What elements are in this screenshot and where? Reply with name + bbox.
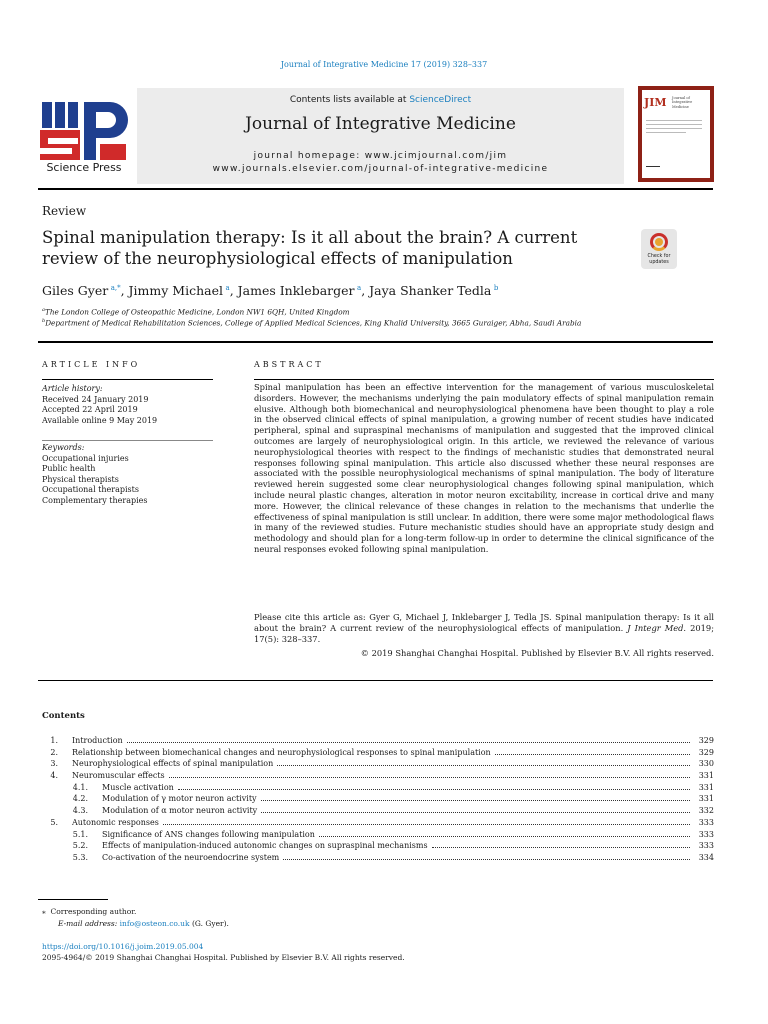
- email-link[interactable]: info@osteon.co.uk: [119, 919, 190, 928]
- author-affil-link[interactable]: a,*: [110, 283, 121, 292]
- toc-title: Neurophysiological effects of spinal manipulation: [72, 759, 274, 769]
- toc-title: Muscle activation: [102, 782, 174, 792]
- email-label: E-mail address:: [58, 919, 118, 928]
- toc-page-number: 329: [698, 747, 714, 757]
- toc-title: Relationship between biomechanical changes and neurophysiological responses to spinal manipulation: [72, 747, 491, 757]
- toc-title: Co-activation of the neuroendocrine system: [102, 852, 280, 862]
- toc-page-number: 333: [698, 841, 714, 851]
- toc-leader: [495, 747, 690, 755]
- author-name: James Inklebarger: [237, 283, 355, 298]
- journal-reference[interactable]: Journal of Integrative Medicine 17 (2019) 328–337: [280, 60, 488, 69]
- toc-entry[interactable]: [42, 817, 714, 829]
- toc-title: Neuromuscular effects: [72, 771, 165, 781]
- toc-page-number: 333: [698, 817, 714, 827]
- contents-prefix: Contents lists available at: [289, 95, 410, 105]
- author-name: Jaya Shanker Tedla: [369, 283, 492, 298]
- toc-leader: [319, 829, 690, 837]
- toc-title: Significance of ANS changes following manipulation: [102, 829, 315, 839]
- history-online: Available online 9 May 2019: [42, 415, 158, 425]
- toc-title: Modulation of α motor neuron activity: [102, 806, 258, 816]
- article-history: [42, 384, 157, 426]
- toc-leader: [127, 735, 690, 743]
- toc-number: 5.1.: [72, 829, 88, 839]
- journal-homepage: [137, 150, 624, 176]
- keywords-rule: [42, 440, 213, 441]
- corresponding-author-note: [42, 907, 136, 916]
- journal-banner: [137, 88, 624, 184]
- keyword-item: Complementary therapies: [42, 495, 148, 505]
- citation-text: Please cite this article as: Gyer G, Michael J, Inklebarger J, Tedla JS. Spinal manipulation therapy: Is it all about the brain? A current review of the neurophysiological effects of manipulation.: [254, 612, 714, 633]
- corresponding-mark: ⁎: [42, 907, 46, 916]
- article-info-rule: [42, 379, 213, 380]
- keyword-item: Occupational therapists: [42, 485, 139, 494]
- toc-entry[interactable]: [42, 829, 714, 841]
- table-of-contents: [42, 735, 714, 864]
- toc-number: 4.3.: [72, 806, 88, 816]
- toc-number: 2.: [50, 747, 58, 757]
- toc-leader: [261, 805, 690, 813]
- affiliation-marker: b: [42, 318, 46, 324]
- toc-title: Modulation of γ motor neuron activity: [102, 794, 257, 804]
- cover-logo-text: JIM: [644, 96, 667, 109]
- contents-heading: Contents: [42, 711, 85, 721]
- toc-number: 4.2.: [72, 794, 88, 804]
- toc-number: 4.: [50, 771, 58, 781]
- toc-page-number: 334: [698, 852, 714, 862]
- keywords-label: Keywords:: [42, 443, 85, 452]
- toc-leader: [169, 770, 690, 778]
- toc-leader: [163, 817, 690, 825]
- abstract-bottom-rule: [38, 680, 713, 681]
- toc-entry[interactable]: [42, 840, 714, 852]
- citation-journal: J Integr Med.: [627, 622, 687, 633]
- check-for-updates-button[interactable]: [641, 229, 677, 269]
- toc-entry[interactable]: [42, 805, 714, 817]
- keyword-item: Public health: [42, 464, 96, 473]
- toc-page-number: 331: [698, 794, 714, 804]
- footnote-rule: [38, 899, 108, 900]
- author-affil-link[interactable]: a: [357, 283, 362, 292]
- email-suffix: (G. Gyer).: [191, 919, 229, 928]
- author-affil-link[interactable]: a: [225, 283, 230, 292]
- toc-leader: [283, 852, 690, 860]
- journal-title: Journal of Integrative Medicine: [245, 114, 516, 134]
- toc-title: Effects of manipulation-induced autonomic changes on supraspinal mechanisms: [102, 841, 428, 851]
- affiliation-marker: a: [42, 307, 45, 313]
- article-info-heading: ARTICLE INFO: [42, 360, 141, 369]
- toc-title: Autonomic responses: [72, 817, 159, 827]
- citation: [254, 612, 714, 644]
- keywords: [42, 443, 148, 506]
- toc-page-number: 331: [698, 771, 714, 781]
- abstract-heading: ABSTRACT: [254, 360, 324, 369]
- toc-page-number: 329: [698, 736, 714, 745]
- toc-number: 4.1.: [72, 782, 88, 792]
- affiliation-text: Department of Medical Rehabilitation Sciences, College of Applied Medical Sciences, King Khalid University, 3665 Guraiger, Abha, Saudi Arabia: [45, 318, 582, 328]
- affiliation-b: [42, 318, 581, 327]
- history-accepted: Accepted 22 April 2019: [42, 405, 138, 414]
- article-history-label: Article history:: [42, 384, 103, 393]
- journal-cover-image: [638, 86, 714, 182]
- cover-subtitle: Journal of Integrative Medicine: [672, 96, 693, 109]
- toc-entry[interactable]: [42, 735, 714, 747]
- toc-title: Introduction: [72, 736, 123, 745]
- homepage-line-2[interactable]: www.journals.elsevier.com/journal-of-integrative-medicine: [212, 164, 549, 174]
- header-rule: [38, 188, 713, 190]
- copyright-notice: © 2019 Shanghai Changhai Hospital. Published by Elsevier B.V. All rights reserved.: [360, 648, 714, 658]
- sciencedirect-link[interactable]: ScienceDirect: [409, 95, 472, 105]
- abstract-text: Spinal manipulation has been an effective intervention for the management of various musculoskeletal disorders. However, the mechanisms underlying the pain modulatory effects of spinal manipulation remain elusive. Although both biomechanical and neurophysiological phenomena have been thought to play a role in the observed clinical effects of spinal manipulation, a growing number of recent studies have indicated peripheral, spinal and supraspinal mechanisms of manipulation and suggested that the improved clinical outcomes are largely of neurophysiological origin. In this article, we reviewed the relevance of various neurophysiological theories with respect to the findings of mechanistic studies that demonstrated neural responses following spinal manipulation. This article also discussed whether these neural responses are associated with the possible neurophysiological mechanisms of spinal manipulation. The body of literature reviewed herein suggested some clear neurophysiological changes following spinal manipulation, which include neural plastic changes, alteration in motor neuron excitability, increase in cortical drive and many more. However, the clinical relevance of these changes in relation to the mechanisms that underlie the effectiveness of spinal manipulation is still unclear. In addition, there were some major methodological flaws in many of the reviewed studies. Future mechanistic studies should have an appropriate study design and methodology and should plan for a long-term follow-up in order to determine the clinical significance of the neural responses evoked following spinal manipulation.: [254, 382, 714, 554]
- toc-entry[interactable]: [42, 747, 714, 759]
- toc-entry[interactable]: [42, 758, 714, 770]
- toc-leader: [277, 758, 690, 766]
- contents-available-line: [137, 95, 624, 105]
- article-type: Review: [42, 204, 87, 218]
- affiliation-a: [42, 307, 350, 316]
- toc-page-number: 330: [698, 759, 714, 769]
- toc-leader: [261, 793, 690, 801]
- author-affil-link[interactable]: b: [493, 283, 499, 292]
- toc-entry[interactable]: [42, 770, 714, 782]
- toc-page-number: 333: [698, 829, 714, 839]
- author-list: Giles Gyer $^{a,*}$, Jimmy Michael $^a$, James Inklebarger $^a$, Jaya Shanker Tedla $^b$: [42, 283, 499, 298]
- toc-leader: [432, 840, 690, 848]
- toc-number: 5.2.: [72, 841, 88, 851]
- toc-entry[interactable]: [42, 782, 714, 794]
- toc-page-number: 331: [698, 782, 714, 792]
- author-name: Jimmy Michael: [128, 283, 223, 298]
- abstract-rule: [254, 379, 714, 380]
- issn-copyright-line: 2095-4964/© 2019 Shanghai Changhai Hospital. Published by Elsevier B.V. All rights reserved.: [42, 953, 405, 962]
- toc-number: 5.3.: [72, 852, 88, 862]
- toc-leader: [178, 782, 690, 790]
- corresponding-text: Corresponding author.: [50, 907, 137, 916]
- keyword-item: Physical therapists: [42, 474, 119, 484]
- affiliation-rule: [38, 341, 713, 343]
- keyword-item: Occupational injuries: [42, 453, 129, 463]
- publisher-name: Science Press: [46, 161, 122, 174]
- citation-volume: 2019; 17(5): 328–337.: [254, 622, 714, 644]
- homepage-line-1[interactable]: journal homepage: www.jcimjournal.com/jim: [253, 151, 508, 161]
- history-received: Received 24 January 2019: [42, 394, 149, 404]
- toc-entry[interactable]: [42, 852, 714, 864]
- toc-number: 3.: [50, 759, 58, 769]
- toc-entry[interactable]: [42, 793, 714, 805]
- toc-page-number: 332: [698, 806, 714, 816]
- crossmark-label: Check for updates: [647, 254, 671, 265]
- affiliation-text: The London College of Osteopathic Medicine, London NW1 6QH, United Kingdom: [44, 307, 350, 317]
- toc-number: 5.: [50, 817, 58, 827]
- article-title: Spinal manipulation therapy: Is it all about the brain? A current review of the neurophysiological effects of manipulation: [42, 228, 578, 268]
- doi-link[interactable]: https://doi.org/10.1016/j.joim.2019.05.004: [42, 942, 204, 951]
- toc-number: 1.: [50, 736, 58, 745]
- email-note: [58, 919, 229, 928]
- author-name: Giles Gyer: [42, 283, 109, 298]
